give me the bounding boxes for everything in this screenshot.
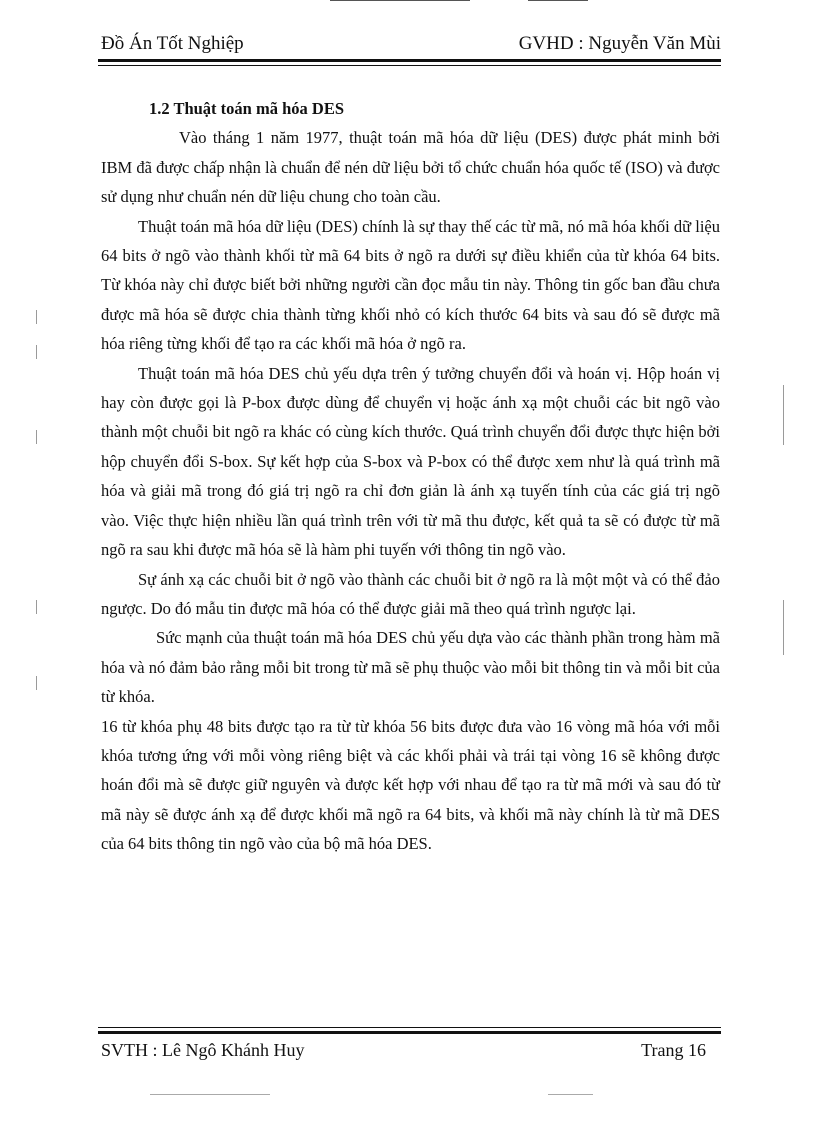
scan-margin-mark <box>783 385 784 445</box>
paragraph-5: Sức mạnh của thuật toán mã hóa DES chủ yếu dựa vào các thành phần trong hàm mã hóa và nó đảm bảo rằng mỗi bit trong từ mã sẽ phụ thuộc vào mỗi bit thông tin và mỗi bit của từ khóa. <box>101 628 720 707</box>
page-body <box>101 94 720 859</box>
paragraph-6: 16 từ khóa phụ 48 bits được tạo ra từ từ khóa 56 bits được đưa vào 16 vòng mã hóa với mỗi khóa tương ứng với mỗi vòng riêng biệt và các khối phải và trái tại vòng 16 sẽ không được hoán đổi mà sẽ được giữ nguyên và được kết hợp với nhau để tạo ra từ mã mới và sau đó từ mã này sẽ được ánh xạ để được khối mã ngõ ra 64 bits, và khối mã này chính là từ mã DES của 64 bits thông tin ngõ vào của bộ mã hóa DES. <box>101 716 720 854</box>
header-advisor: GVHD : Nguyễn Văn Mùi <box>518 33 721 54</box>
scan-artifact-top-2 <box>528 0 588 1</box>
footer-page-number: Trang 16 <box>641 1040 706 1060</box>
footer-rule-thick <box>98 1031 721 1034</box>
header-rule-thin <box>98 65 721 66</box>
footer-student: SVTH : Lê Ngô Khánh Huy <box>101 1040 305 1060</box>
header-rule-thick <box>98 59 721 62</box>
scan-margin-mark <box>36 345 37 359</box>
scan-artifact-bottom-2 <box>548 1094 593 1095</box>
scan-artifact-top-1 <box>330 0 470 1</box>
scan-margin-mark <box>36 676 37 690</box>
scan-margin-mark <box>36 310 37 324</box>
paragraph-1: Vào tháng 1 năm 1977, thuật toán mã hóa dữ liệu (DES) được phát minh bởi IBM đã được chấp nhận là chuẩn để nén dữ liệu bởi tổ chức chuẩn hóa quốc tế (ISO) và được sử dụng như chuẩn nén dữ liệu chung cho toàn cầu. <box>101 128 720 207</box>
footer-rule-thin <box>98 1027 721 1028</box>
header-thesis-title: Đồ Án Tốt Nghiệp <box>101 33 244 54</box>
scan-margin-mark <box>36 430 37 444</box>
page-header <box>101 30 721 60</box>
section-heading: 1.2 Thuật toán mã hóa DES <box>149 99 344 118</box>
paragraph-2: Thuật toán mã hóa dữ liệu (DES) chính là sự thay thế các từ mã, nó mã hóa khối dữ liệu 64 bits ở ngõ vào thành khối từ mã 64 bits ở ngõ ra dưới sự điều khiển của từ khóa 64 bits. Từ khóa này chỉ được biết bởi những người cần đọc mẫu tin này. Thông tin gốc ban đầu chưa được mã hóa sẽ được chia thành từng khối nhỏ có kích thước 64 bits và sau đó sẽ được mã hóa riêng từng khối để tạo ra các khối mã hóa ở ngõ ra. <box>101 216 720 354</box>
scan-margin-mark <box>783 600 784 655</box>
scan-margin-mark <box>36 600 37 614</box>
paragraph-3: Thuật toán mã hóa DES chủ yếu dựa trên ý tưởng chuyển đổi và hoán vị. Hộp hoán vị hay còn được gọi là P-box được dùng để chuyển vị hoặc ánh xạ một chuỗi các bit ngõ vào thành một chuỗi bit ngõ ra khác có cùng kích thước. Quá trình chuyển đổi được thực hiện bởi hộp chuyển đổi S-box. Sự kết hợp của S-box và P-box có thể được xem như là quá trình mã hóa và giải mã trong đó giá trị ngõ ra chỉ đơn giản là ánh xạ tuyến tính của các giá trị ngõ vào. Việc thực hiện nhiều lần quá trình trên với từ mã thu được, kết quả ta sẽ có được từ mã ngõ ra sau khi được mã hóa sẽ là hàm phi tuyến với thông tin ngõ vào. <box>101 363 720 560</box>
scan-artifact-bottom-1 <box>150 1094 270 1095</box>
paragraph-4: Sự ánh xạ các chuỗi bit ở ngõ vào thành các chuỗi bit ở ngõ ra là một một và có thể đảo ngược. Do đó mẫu tin được mã hóa có thể được giải mã theo quá trình ngược lại. <box>101 569 720 618</box>
